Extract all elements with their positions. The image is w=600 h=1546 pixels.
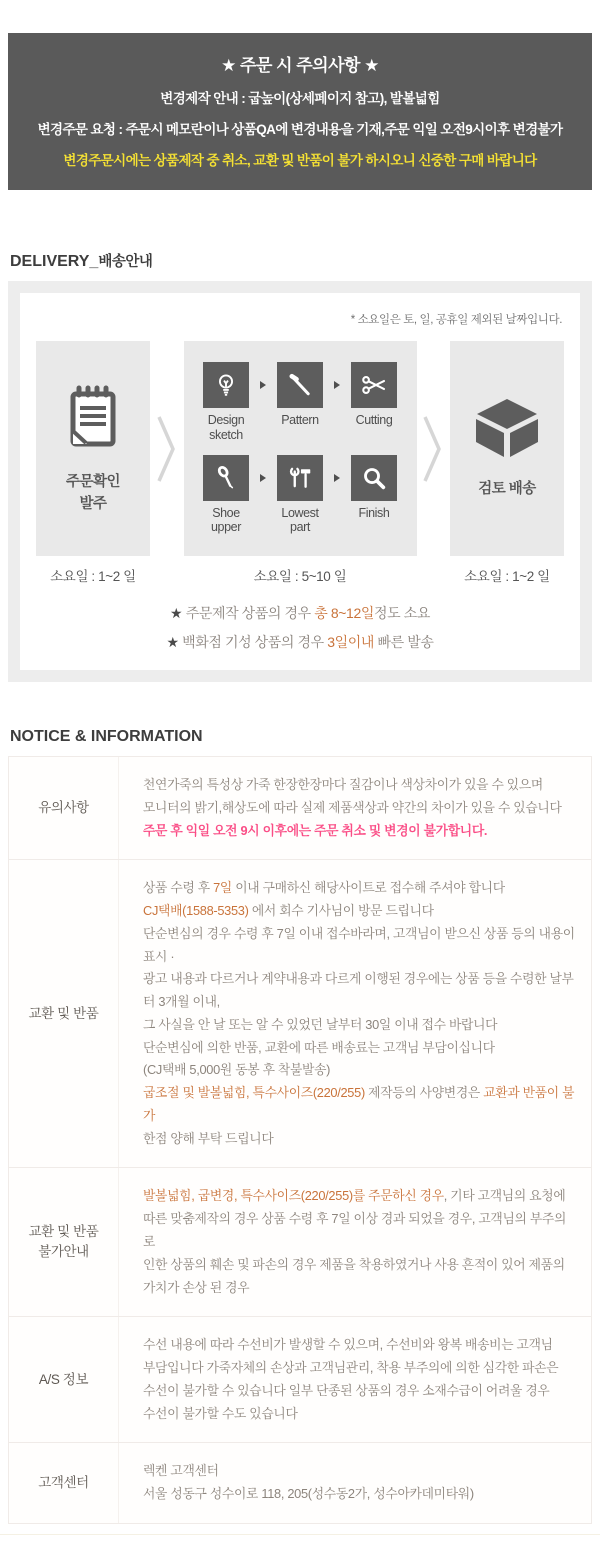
notice-row-label: [9, 1443, 119, 1523]
production-steps: [195, 362, 405, 535]
text-segment: 서울 성동구 성수이로 118, 205(성수동2가, 성수아카데미타워): [143, 1486, 474, 1502]
notice-row-content: [119, 757, 591, 859]
notice-row-label: [9, 860, 119, 1167]
notice-heading: [10, 728, 590, 746]
stage-shipping-label: 검토 배송: [478, 480, 536, 497]
notice-row-label: [9, 1168, 119, 1316]
notice-row-label-line: 교환 및 반품: [28, 1224, 99, 1240]
stage-order-caption: 소요일 : 1~2 일: [50, 569, 136, 584]
scissors-icon: [351, 362, 397, 408]
notice-text-line: [143, 1208, 575, 1254]
notice-table: [8, 756, 592, 1524]
notice-text-line: [143, 1014, 575, 1037]
delivery-note: * 소요일은 토, 일, 공휴일 제외된 날짜입니다.: [350, 314, 562, 326]
step-label-line: Shoe: [212, 506, 240, 520]
text-segment: 총 8~12일: [314, 605, 374, 621]
text-segment: 에서 회수 기사님이 방문 드립니다: [248, 903, 434, 919]
text-segment: 주문제작 상품의 경우: [182, 605, 315, 621]
step-label-line: Design: [207, 413, 245, 428]
notice-text-line: [143, 1185, 575, 1208]
delivery-star-note: [36, 632, 564, 652]
notice-text-line: [143, 923, 575, 969]
stage-shipping-caption: 소요일 : 1~2 일: [464, 569, 550, 584]
notice-text-line: [143, 900, 575, 923]
stage-production-caption: 소요일 : 5~10 일: [253, 569, 347, 584]
text-segment: 모니터의 밝기,해상도에 따라 실제 제품색상과 약간의 차이가 있을 수 있습니다: [143, 799, 562, 815]
production-step: [269, 362, 331, 427]
production-step-row: [195, 455, 405, 535]
notice-text-line: [143, 1059, 575, 1082]
step-arrow-icon: [334, 381, 340, 389]
step-label: [211, 506, 241, 535]
notice-row-content: [119, 1168, 591, 1316]
production-step: [195, 455, 257, 535]
delivery-heading-en: DELIVERY_: [10, 253, 99, 270]
text-segment: 따른 맞춤제작의 경우 상품 수령 후 7일 이상 경과 되었을 경우, 고객님의 부주의로: [143, 1211, 567, 1250]
warning-lines: [18, 87, 582, 169]
awl-icon: [203, 455, 249, 501]
text-segment: 그 사실을 안 날 또는 알 수 있었던 날부터 30일 이내 접수 바랍니다: [143, 1016, 498, 1032]
notice-row: [9, 1316, 591, 1442]
stage-order-label-line1: 주문확인: [65, 474, 121, 491]
text-segment: (CJ택배 5,000원 동봉 후 착불발송): [143, 1062, 331, 1078]
notice-row-label: [9, 1317, 119, 1442]
step-arrow-icon: [260, 474, 266, 482]
notice-row-content: [119, 1317, 591, 1442]
notice-text-line: [143, 1483, 575, 1506]
notice-text-line: [143, 1380, 575, 1403]
step-arrow-icon: [334, 474, 340, 482]
text-segment: 수선 내용에 따라 수선비가 발생할 수 있으며, 수선비와 왕복 배송비는 고객님: [143, 1337, 553, 1353]
text-segment: 주문 후 익일 오전 9시 이후에는 주문 취소 및 변경이 불가합니다.: [143, 822, 488, 838]
stage-production-panel: [184, 341, 417, 556]
text-segment: 교환과 반품이 불가: [143, 1085, 575, 1123]
text-segment: 이내 구매하신 해당사이트로 접수해 주셔야 합니다: [231, 880, 505, 896]
text-segment: 수선이 불가할 수도 있습니다: [143, 1405, 298, 1421]
step-label: [208, 413, 245, 442]
notice-text-line: [143, 1082, 575, 1128]
text-segment: 가치가 손상 된 경우: [143, 1279, 250, 1295]
warning-title: ★ 주문 시 주의사항 ★: [221, 56, 379, 75]
notice-text-line: [143, 1460, 575, 1483]
order-warning-box: [8, 33, 592, 190]
notice-text-line: [143, 797, 575, 820]
knife-icon: [277, 362, 323, 408]
notice-text-line: [143, 1037, 575, 1060]
notice-row: [9, 1442, 591, 1523]
notice-text-line: [143, 1357, 575, 1380]
notice-row-label-line: 불가안내: [38, 1244, 89, 1260]
production-step: [195, 362, 257, 442]
notice-row-label-line: 유의사항: [38, 800, 89, 816]
text-segment: 빠른 발송: [374, 634, 434, 650]
step-label-line: Finish: [358, 506, 390, 520]
chevron-right-icon: [150, 341, 184, 556]
text-segment: CJ택배(1588-5353): [143, 903, 249, 919]
notice-row: [9, 1167, 591, 1316]
step-label: [281, 506, 318, 535]
text-segment: 인한 상품의 훼손 및 파손의 경우 제품을 착용하였거나 사용 흔적이 있어 제품의: [143, 1256, 565, 1272]
production-step: [343, 362, 405, 427]
warning-line: 변경제작 안내 : 굽높이(상세페이지 참고), 발볼넓힘: [160, 91, 440, 106]
delivery-captions: [36, 565, 564, 585]
text-segment: 단순변심에 의한 반품, 교환에 따른 배송료는 고객님 부담이십니다: [143, 1039, 495, 1055]
production-step-row: [195, 362, 405, 442]
notice-text-line: [143, 877, 575, 900]
notice-section: [0, 728, 600, 1524]
notice-text-line: [143, 1128, 575, 1151]
text-segment: 굽조절 및 발볼넓힘, 특수사이즈(220/255): [143, 1085, 365, 1101]
notice-row-label: [9, 757, 119, 859]
step-label-line: Pattern: [281, 413, 319, 428]
stage-order-label-line2: 발주: [79, 495, 107, 512]
text-segment: 광고 내용과 다르거나 계약내용과 다르게 이행된 경우에는 상품 등을 수령한 날부터 3개월 이내,: [143, 971, 574, 1010]
delivery-box: [8, 281, 592, 682]
notice-text-line: [143, 1254, 575, 1277]
step-label-line: Lowest: [281, 506, 319, 520]
stage-shipping-panel: [450, 341, 564, 556]
notice-row: [9, 757, 591, 859]
chevron-right-icon: [417, 341, 451, 556]
notice-heading-text: NOTICE & INFORMATION: [10, 728, 203, 745]
text-segment: 한점 양해 부탁 드립니다: [143, 1130, 274, 1146]
step-arrow-icon: [260, 381, 266, 389]
text-segment: 정도 소요: [373, 605, 430, 621]
step-label-line: upper: [211, 520, 241, 535]
text-segment: 백화점 기성 상품의 경우: [178, 634, 328, 650]
text-segment: 발볼넓힘, 굽변경, 특수사이즈(220/255)를 주문하신 경우: [143, 1188, 444, 1204]
stage-order-label: [66, 472, 120, 514]
text-segment: 제작등의 사양변경은: [364, 1085, 484, 1101]
star-icon: ★: [170, 605, 183, 621]
notice-row-label-line: A/S 정보: [38, 1371, 89, 1387]
text-segment: 수선이 불가할 수 있습니다 일부 단종된 상품의 경우 소재수급이 어려울 경우: [143, 1382, 550, 1398]
notice-row: [9, 859, 591, 1167]
box-icon: [471, 397, 543, 461]
notice-row-content: [119, 1443, 591, 1523]
text-segment: 렉켄 고객센터: [143, 1463, 219, 1479]
warning-line: 변경주문 요청 : 주문시 메모란이나 상품QA에 변경내용을 기재,주문 익일 오전9시이후 변경불가: [37, 122, 563, 137]
production-step: [269, 455, 331, 535]
delivery-star-notes: [36, 603, 564, 652]
bottom-divider: [0, 1534, 600, 1546]
text-segment: 7일: [213, 880, 232, 896]
step-label-line: sketch: [209, 427, 243, 442]
delivery-section: [0, 250, 600, 682]
tools-icon: [277, 455, 323, 501]
step-label-line: Cutting: [355, 413, 393, 428]
step-label: [281, 413, 319, 427]
notice-row-label-line: 고객센터: [38, 1475, 89, 1491]
step-label: [359, 506, 390, 520]
warning-line: 변경주문시에는 상품제작 중 취소, 교환 및 반품이 불가 하시오니 신중한 구매 바랍니다: [63, 153, 537, 168]
stage-order-panel: [36, 341, 150, 556]
notice-row-label-line: 교환 및 반품: [28, 1005, 99, 1021]
bulb-icon: [203, 362, 249, 408]
notice-text-line: [143, 1403, 575, 1426]
text-segment: , 기타 고객님의 요청에: [443, 1188, 566, 1204]
step-label-line: part: [290, 520, 310, 535]
delivery-star-note: [36, 603, 564, 623]
star-icon: ★: [166, 634, 179, 650]
text-segment: 단순변심의 경우 수령 후 7일 이내 접수바라며, 고객님이 받으신 상품 등의 내용이 표시 ·: [143, 925, 575, 964]
notice-text-line: [143, 774, 575, 797]
notice-text-line: [143, 968, 575, 1014]
text-segment: 상품 수령 후: [143, 880, 214, 896]
production-step: [343, 455, 405, 520]
text-segment: 3일이내: [327, 634, 375, 650]
notice-text-line: [143, 820, 575, 843]
delivery-heading: [10, 250, 590, 271]
notice-row-content: [119, 860, 591, 1167]
delivery-heading-ko: 배송안내: [98, 254, 153, 270]
step-label: [356, 413, 393, 427]
delivery-flow: [36, 341, 564, 556]
notice-text-line: [143, 1277, 575, 1300]
order-note-icon: [62, 382, 124, 454]
text-segment: 천연가죽의 특성상 가죽 한장한장마다 질감이나 색상차이가 있을 수 있으며: [143, 777, 543, 792]
text-segment: 부담입니다 가죽자체의 손상과 고객님관리, 착용 부주의에 의한 심각한 파손은: [143, 1360, 559, 1376]
notice-text-line: [143, 1334, 575, 1357]
magnifier-icon: [351, 455, 397, 501]
